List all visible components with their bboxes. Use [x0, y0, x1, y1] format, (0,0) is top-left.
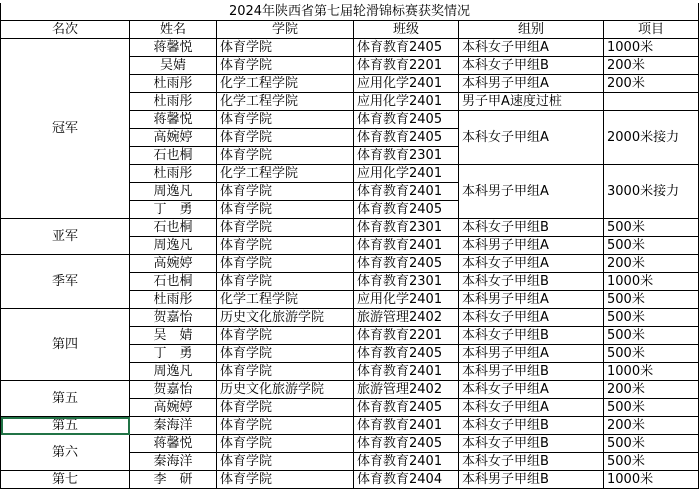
header-college[interactable]: 学院	[217, 21, 354, 39]
class-cell[interactable]: 体育教育2201	[354, 57, 459, 75]
class-cell[interactable]: 体育教育2401	[354, 183, 459, 201]
group-cell[interactable]: 本科男子甲组A	[459, 237, 604, 255]
table-row	[1, 381, 699, 399]
name-cell[interactable]: 高婉婷	[130, 255, 217, 273]
header-row	[1, 21, 699, 39]
event-cell[interactable]: 500米	[604, 399, 699, 417]
header-name[interactable]: 姓名	[130, 21, 217, 39]
college-cell[interactable]: 体育学院	[217, 201, 354, 219]
header-group[interactable]: 组别	[459, 21, 604, 39]
group-cell[interactable]: 本科女子甲组B	[459, 219, 604, 237]
name-cell[interactable]: 杜雨彤	[130, 165, 217, 183]
name-cell[interactable]: 吴 婧	[130, 327, 217, 345]
sheet-title[interactable]: 2024年陕西省第七届轮滑锦标赛获奖情况	[1, 3, 699, 21]
class-cell[interactable]: 体育教育2401	[354, 417, 459, 435]
name-cell[interactable]: 石也桐	[130, 273, 217, 291]
class-cell[interactable]: 体育教育2401	[354, 453, 459, 471]
college-cell[interactable]: 体育学院	[217, 327, 354, 345]
name-cell[interactable]: 蒋馨悦	[130, 435, 217, 453]
college-cell[interactable]: 化学工程学院	[217, 165, 354, 183]
name-cell[interactable]: 高婉婷	[130, 129, 217, 147]
event-cell[interactable]: 1000米	[604, 39, 699, 57]
class-cell[interactable]: 旅游管理2402	[354, 309, 459, 327]
class-cell[interactable]: 体育教育2404	[354, 471, 459, 489]
name-cell[interactable]: 杜雨彤	[130, 93, 217, 111]
event-cell[interactable]: 2000米接力	[604, 111, 699, 165]
table-row	[1, 219, 699, 237]
group-cell[interactable]: 本科女子甲组B	[459, 327, 604, 345]
name-cell[interactable]: 秦海洋	[130, 417, 217, 435]
table-row	[1, 417, 699, 435]
rank-cell[interactable]: 冠军	[1, 39, 130, 219]
event-cell[interactable]: 200米	[604, 57, 699, 75]
college-cell[interactable]: 体育学院	[217, 129, 354, 147]
event-cell[interactable]: 200米	[604, 255, 699, 273]
group-cell[interactable]: 男子甲A速度过桩	[459, 93, 604, 111]
name-cell[interactable]: 丁 勇	[130, 345, 217, 363]
group-cell[interactable]: 本科女子甲组B	[459, 435, 604, 453]
college-cell[interactable]: 体育学院	[217, 57, 354, 75]
class-cell[interactable]: 体育教育2405	[354, 345, 459, 363]
event-cell[interactable]: 500米	[604, 309, 699, 327]
group-cell[interactable]: 本科男子甲组A	[459, 345, 604, 363]
group-cell[interactable]: 本科女子甲组A	[459, 381, 604, 399]
college-cell[interactable]: 体育学院	[217, 147, 354, 165]
class-cell[interactable]: 体育教育2405	[354, 39, 459, 57]
rank-cell[interactable]: 第七	[1, 471, 130, 489]
college-cell[interactable]: 体育学院	[217, 219, 354, 237]
name-cell[interactable]: 周逸凡	[130, 363, 217, 381]
name-cell[interactable]: 丁 勇	[130, 201, 217, 219]
group-cell[interactable]: 本科女子甲组B	[459, 453, 604, 471]
college-cell[interactable]: 体育学院	[217, 453, 354, 471]
group-cell[interactable]: 本科女子甲组A	[459, 39, 604, 57]
group-cell[interactable]: 本科女子甲组B	[459, 273, 604, 291]
event-cell[interactable]: 200米	[604, 417, 699, 435]
group-cell[interactable]: 本科女子甲组B	[459, 57, 604, 75]
group-cell[interactable]: 本科女子甲组A	[459, 309, 604, 327]
class-cell[interactable]: 体育教育2405	[354, 255, 459, 273]
class-cell[interactable]: 体育教育2405	[354, 201, 459, 219]
college-cell[interactable]: 化学工程学院	[217, 93, 354, 111]
name-cell[interactable]: 蒋馨悦	[130, 39, 217, 57]
group-cell[interactable]: 本科女子甲组A	[459, 111, 604, 165]
name-cell[interactable]: 高婉婷	[130, 399, 217, 417]
college-cell[interactable]: 历史文化旅游学院	[217, 381, 354, 399]
event-cell[interactable]: 3000米接力	[604, 165, 699, 219]
group-cell[interactable]: 本科男子甲组B	[459, 363, 604, 381]
name-cell[interactable]: 贺嘉怡	[130, 381, 217, 399]
rank-cell[interactable]: 第五	[1, 417, 130, 435]
event-cell[interactable]: 1000米	[604, 363, 699, 381]
header-rank[interactable]: 名次	[1, 21, 130, 39]
event-cell[interactable]: 200米	[604, 381, 699, 399]
class-cell[interactable]: 应用化学2401	[354, 291, 459, 309]
college-cell[interactable]: 体育学院	[217, 471, 354, 489]
college-cell[interactable]: 体育学院	[217, 39, 354, 57]
college-cell[interactable]: 化学工程学院	[217, 75, 354, 93]
group-cell[interactable]: 本科男子甲组A	[459, 75, 604, 93]
event-cell[interactable]	[604, 93, 699, 111]
event-cell[interactable]: 200米	[604, 75, 699, 93]
class-cell[interactable]: 旅游管理2402	[354, 381, 459, 399]
table-row	[1, 39, 699, 57]
college-cell[interactable]: 体育学院	[217, 255, 354, 273]
college-cell[interactable]: 体育学院	[217, 345, 354, 363]
header-class[interactable]: 班级	[354, 21, 459, 39]
event-cell[interactable]: 500米	[604, 345, 699, 363]
class-cell[interactable]: 体育教育2405	[354, 111, 459, 129]
group-cell[interactable]: 本科男子甲组A	[459, 291, 604, 309]
class-cell[interactable]: 体育教育2405	[354, 399, 459, 417]
event-cell[interactable]: 500米	[604, 327, 699, 345]
group-cell[interactable]: 本科女子甲组A	[459, 399, 604, 417]
name-cell[interactable]: 贺嘉怡	[130, 309, 217, 327]
table-row	[1, 255, 699, 273]
name-cell[interactable]: 杜雨彤	[130, 291, 217, 309]
group-cell[interactable]: 本科男子甲组A	[459, 165, 604, 219]
group-cell[interactable]: 本科女子甲组B	[459, 417, 604, 435]
name-cell[interactable]: 蒋馨悦	[130, 111, 217, 129]
class-cell[interactable]: 应用化学2401	[354, 165, 459, 183]
class-cell[interactable]: 应用化学2401	[354, 93, 459, 111]
college-cell[interactable]: 体育学院	[217, 237, 354, 255]
college-cell[interactable]: 体育学院	[217, 273, 354, 291]
class-cell[interactable]: 体育教育2201	[354, 327, 459, 345]
name-cell[interactable]: 石也桐	[130, 219, 217, 237]
event-cell[interactable]: 1000米	[604, 273, 699, 291]
college-cell[interactable]: 体育学院	[217, 399, 354, 417]
college-cell[interactable]: 体育学院	[217, 363, 354, 381]
group-cell[interactable]: 本科男子甲组B	[459, 471, 604, 489]
table-row	[1, 309, 699, 327]
class-cell[interactable]: 体育教育2301	[354, 219, 459, 237]
event-cell[interactable]: 500米	[604, 453, 699, 471]
college-cell[interactable]: 体育学院	[217, 183, 354, 201]
name-cell[interactable]: 周逸凡	[130, 183, 217, 201]
name-cell[interactable]: 石也桐	[130, 147, 217, 165]
college-cell[interactable]: 体育学院	[217, 435, 354, 453]
event-cell[interactable]: 1000米	[604, 471, 699, 489]
college-cell[interactable]: 体育学院	[217, 111, 354, 129]
event-cell[interactable]: 500米	[604, 237, 699, 255]
event-cell[interactable]: 500米	[604, 219, 699, 237]
class-cell[interactable]: 体育教育2405	[354, 435, 459, 453]
name-cell[interactable]: 周逸凡	[130, 237, 217, 255]
rank-cell[interactable]: 季军	[1, 255, 130, 309]
name-cell[interactable]: 秦海洋	[130, 453, 217, 471]
college-cell[interactable]: 历史文化旅游学院	[217, 309, 354, 327]
rank-cell[interactable]: 亚军	[1, 219, 130, 255]
name-cell[interactable]: 李 研	[130, 471, 217, 489]
event-cell[interactable]: 500米	[604, 435, 699, 453]
class-cell[interactable]: 体育教育2401	[354, 363, 459, 381]
awards-table	[0, 3, 699, 489]
college-cell[interactable]: 化学工程学院	[217, 291, 354, 309]
class-cell[interactable]: 体育教育2401	[354, 237, 459, 255]
rank-cell[interactable]: 第五	[1, 381, 130, 417]
rank-cell[interactable]: 第六	[1, 435, 130, 471]
event-cell[interactable]: 500米	[604, 291, 699, 309]
header-event[interactable]: 项目	[604, 21, 699, 39]
name-cell[interactable]: 吴婧	[130, 57, 217, 75]
table-row	[1, 471, 699, 489]
college-cell[interactable]: 体育学院	[217, 417, 354, 435]
group-cell[interactable]: 本科女子甲组A	[459, 255, 604, 273]
class-cell[interactable]: 体育教育2301	[354, 147, 459, 165]
name-cell[interactable]: 杜雨彤	[130, 75, 217, 93]
class-cell[interactable]: 体育教育2301	[354, 273, 459, 291]
table-row	[1, 435, 699, 453]
rank-cell[interactable]: 第四	[1, 309, 130, 381]
class-cell[interactable]: 应用化学2401	[354, 75, 459, 93]
class-cell[interactable]: 体育教育2405	[354, 129, 459, 147]
